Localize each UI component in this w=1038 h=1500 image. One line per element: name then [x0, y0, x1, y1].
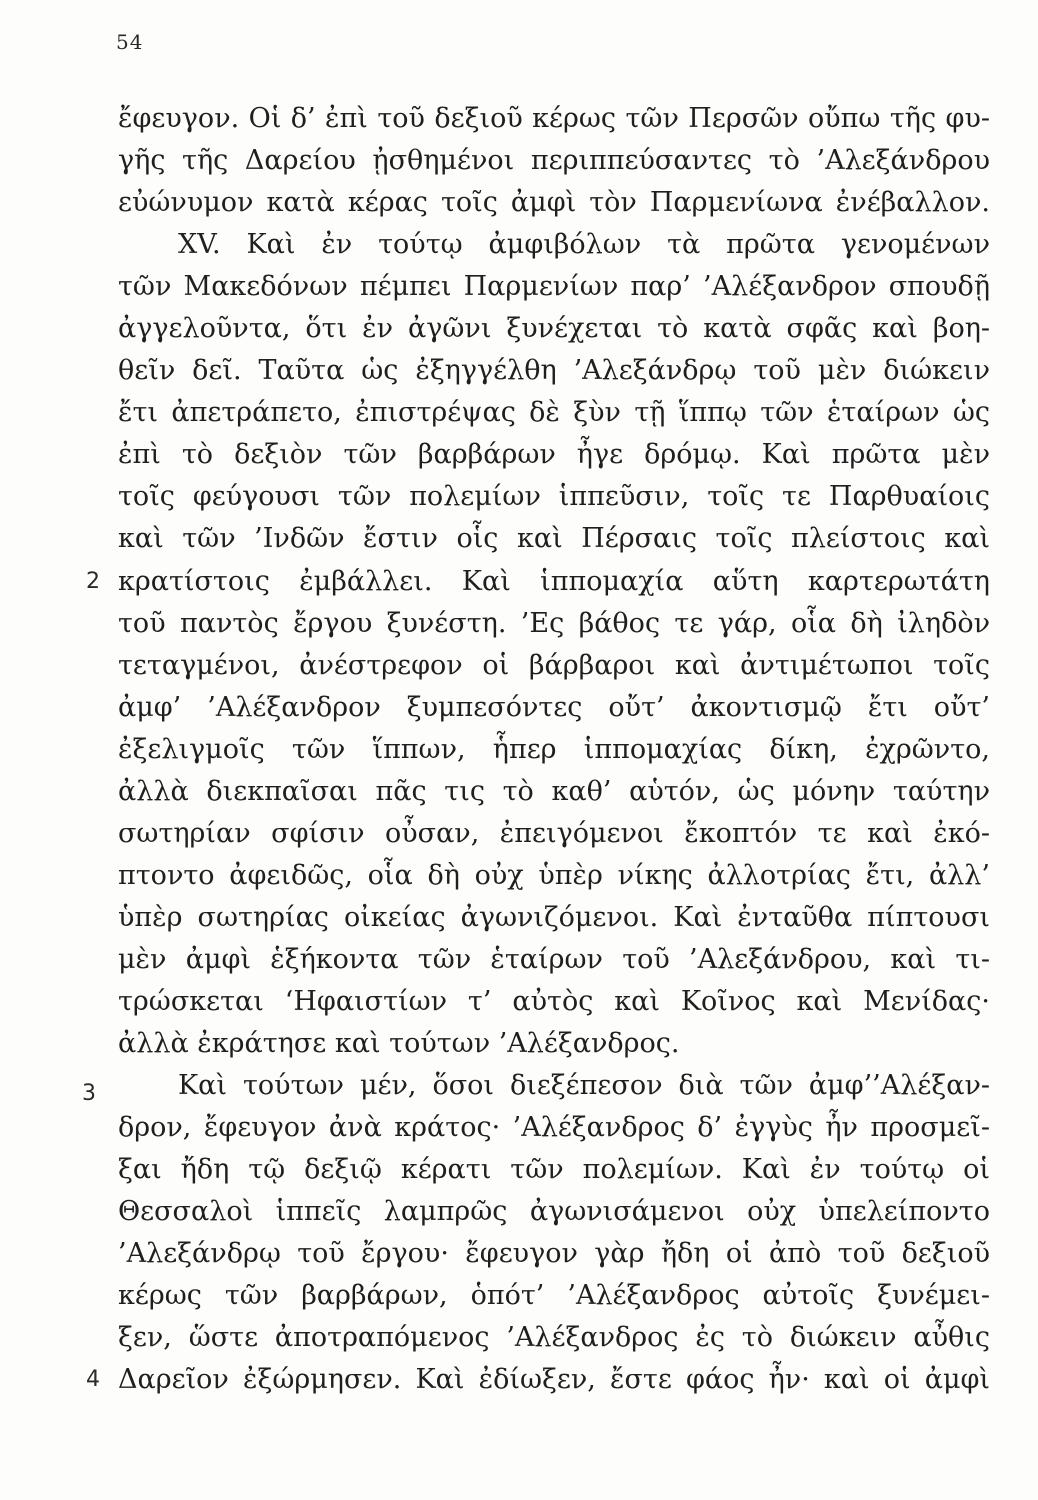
text-line: ἐπὶ τὸ δεξιὸν τῶν βαρβάρων ἦγε δρόμῳ. Καὶ πρῶτα μὲν: [118, 439, 990, 471]
text-line: τῶν Μακεδόνων πέμπει Παρμενίων παρ’ ’Αλέξανδρον σπουδῇ: [118, 271, 990, 303]
page-number: 54: [116, 30, 144, 54]
text-line: Θεσσαλοὶ ἱππεῖς λαμπρῶς ἀγωνισάμενοι οὐχ ὑπελείποντο: [118, 1196, 990, 1228]
text-line: ἀλλὰ διεκπαῖσαι πᾶς τις τὸ καθ’ αὑτόν, ὡς μόνην ταύτην: [118, 775, 990, 807]
section-number: 2: [86, 568, 100, 594]
main-text: [82, 98, 990, 1401]
text-line: τοῖς φεύγουσι τῶν πολεμίων ἱππεῦσιν, τοῖς τε Παρθυαίοις: [118, 481, 990, 513]
text-line: μὲν ἀμφὶ ἑξήκοντα τῶν ἑταίρων τοῦ ’Αλεξάνδρου, καὶ τι-: [118, 943, 990, 975]
text-line: ἐξελιγμοῖς τῶν ἵππων, ἧπερ ἱππομαχίας δίκη, ἐχρῶντο,: [118, 733, 990, 765]
text-line-with-margin: [86, 1359, 990, 1401]
text-line: κέρως τῶν βαρβάρων, ὁπότ’ ’Αλέξανδρος αὐτοῖς ξυνέμει-: [118, 1280, 990, 1312]
text-line: ἀγγελοῦντα, ὅτι ἐν ἀγῶνι ξυνέχεται τὸ κατὰ σφᾶς καὶ βοη-: [118, 313, 990, 345]
section-number: 4: [86, 1367, 100, 1393]
text-line: ξεν, ὥστε ἀποτραπόμενος ’Αλέξανδρος ἐς τὸ διώκειν αὖθις: [118, 1322, 990, 1354]
text-line: ’Αλεξάνδρῳ τοῦ ἔργου· ἔφευγον γὰρ ἤδη οἱ ἀπὸ τοῦ δεξιοῦ: [118, 1238, 990, 1270]
text-line: τρώσκεται ‘Ηφαιστίων τ’ αὐτὸς καὶ Κοῖνος καὶ Μενίδας·: [118, 985, 990, 1017]
text-line-content: Δαρεῖον ἐξώρμησεν. Καὶ ἐδίωξεν, ἔστε φάος ἦν· καὶ οἱ ἀμφὶ: [118, 1364, 990, 1396]
text-line: δρον, ἔφευγον ἀνὰ κράτος· ’Αλέξανδρος δ’ ἐγγὺς ἦν προσμεῖ-: [118, 1112, 990, 1144]
text-line-with-margin: [86, 561, 990, 603]
section-number: 3: [82, 1081, 96, 1107]
text-line: τεταγμένοι, ἀνέστρεφον οἱ βάρβαροι καὶ ἀντιμέτωποι τοῖς: [118, 649, 990, 681]
text-line: θεῖν δεῖ. Ταῦτα ὡς ἐξηγγέλθη ’Αλεξάνδρῳ τοῦ μὲν διώκειν: [118, 355, 990, 387]
text-line: XV. Καὶ ἐν τούτῳ ἀμφιβόλων τὰ πρῶτα γενομένων: [178, 229, 990, 261]
text-line-with-margin: [82, 1065, 990, 1107]
text-line: καὶ τῶν ’Ινδῶν ἔστιν οἷς καὶ Πέρσαις τοῖς πλείστοις καὶ: [118, 523, 990, 555]
text-line: τοῦ παντὸς ἔργου ξυνέστη. ’Ες βάθος τε γάρ, οἷα δὴ ἰληδὸν: [118, 607, 990, 639]
text-line: πτοντο ἀφειδῶς, οἷα δὴ οὐχ ὑπὲρ νίκης ἀλλοτρίας ἔτι, ἀλλ’: [118, 859, 990, 891]
text-line: εὐώνυμον κατὰ κέρας τοῖς ἀμφὶ τὸν Παρμενίωνα ἐνέβαλλον.: [118, 187, 990, 219]
text-line: ἔφευγον. Οἱ δ’ ἐπὶ τοῦ δεξιοῦ κέρως τῶν Περσῶν οὔπω τῆς φυ-: [118, 103, 990, 134]
text-line-content: κρατίστοις ἐμβάλλει. Καὶ ἱππομαχία αὕτη καρτερωτάτη: [118, 565, 990, 597]
text-line: σωτηρίαν σφίσιν οὖσαν, ἐπειγόμενοι ἔκοπτόν τε καὶ ἐκό-: [118, 817, 990, 849]
text-line: ἔτι ἀπετράπετο, ἐπιστρέψας δὲ ξὺν τῇ ἵππῳ τῶν ἑταίρων ὡς: [118, 397, 990, 429]
text-line: ὑπὲρ σωτηρίας οἰκείας ἀγωνιζόμενοι. Καὶ ἐνταῦθα πίπτουσι: [118, 901, 990, 933]
text-line: γῆς τῆς Δαρείου ᾐσθημένοι περιππεύσαντες τὸ ’Αλεξάνδρου: [118, 145, 990, 177]
text-line: ξαι ἤδη τῷ δεξιῷ κέρατι τῶν πολεμίων. Καὶ ἐν τούτῳ οἱ: [118, 1154, 990, 1186]
text-line-content: Καὶ τούτων μέν, ὅσοι διεξέπεσον διὰ τῶν ἀμφ’’Αλέξαν-: [178, 1070, 990, 1102]
text-line: ἀμφ’ ’Αλέξανδρον ξυμπεσόντες οὔτ’ ἀκοντισμῷ ἔτι οὔτ’: [118, 691, 990, 723]
text-line: ἀλλὰ ἐκράτησε καὶ τούτων ’Αλέξανδρος.: [118, 1028, 680, 1060]
